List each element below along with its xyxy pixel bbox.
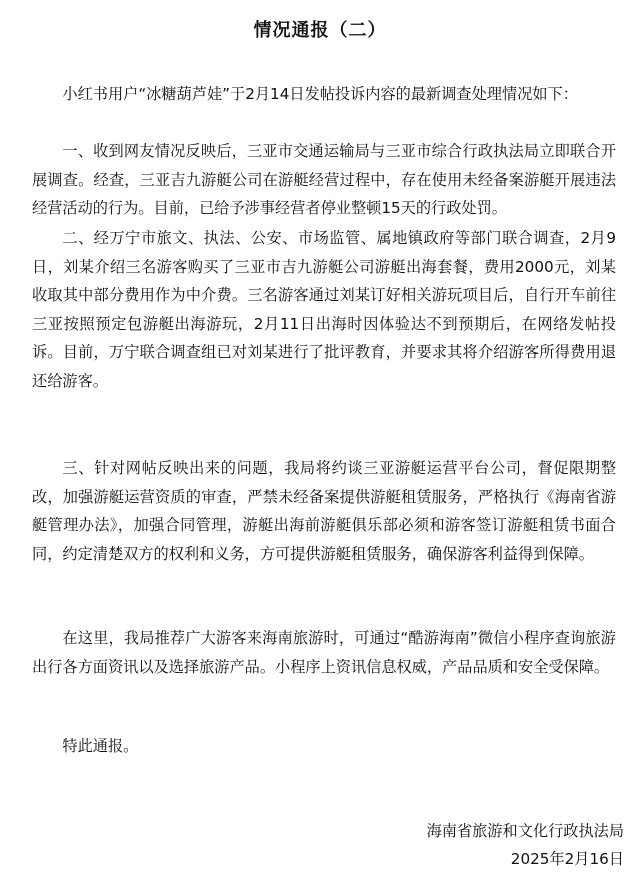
signature-date: 2025年2月16日 (510, 850, 624, 868)
intro-paragraph: 小红书用户“冰糖葫芦娃”于2月14日发帖投诉内容的最新调查处理情况如下： (62, 85, 578, 103)
paragraph-1: 一、收到网友情况反映后，三亚市交通运输局与三亚市综合行政执法局立即联合开展调查。经查，三亚吉九游艇公司在游艇经营过程中，存在使用未经备案游艇开展违法经营活动的行为。目前，已给予涉事经营者停业整顿15天的行政处罚。 (32, 142, 616, 217)
page-title: 情况通报（二） (253, 20, 387, 41)
paragraph-4: 在这里，我局推荐广大游客来海南旅游时，可通过“酷游海南”微信小程序查询旅游出行各方面资讯以及选择旅游产品。小程序上资讯信息权威，产品品质和安全受保障。 (32, 629, 616, 676)
closing-paragraph: 特此通报。 (62, 737, 139, 755)
paragraph-2: 二、经万宁市旅文、执法、公安、市场监管、属地镇政府等部门联合调查，2月9日，刘某介绍三名游客购买了三亚市吉九游艇公司游艇出海套餐，费用2000元，刘某收取其中部分费用作为中介费。三名游客通过刘某订好相关游玩项目后，自行开车前往三亚按照预定包游艇出海游玩，2月11日出海时因体验达不到预期后，在网络发帖投诉。目前，万宁联合调查组已对刘某进行了批评教育，并要求其将介绍游客所得费用退还给游客。 (32, 229, 616, 390)
signature-organization: 海南省旅游和文化行政执法局 (426, 822, 624, 840)
paragraph-3: 三、针对网帖反映出来的问题，我局将约谈三亚游艇运营平台公司，督促限期整改，加强游艇运营资质的审查，严禁未经备案提供游艇租赁服务，严格执行《海南省游艇管理办法》，加强合同管理，游艇出海前游艇俱乐部必须和游客签订游艇租赁书面合同，约定清楚双方的权利和义务，方可提供游艇租赁服务，确保游客利益得到保障。 (32, 459, 616, 563)
